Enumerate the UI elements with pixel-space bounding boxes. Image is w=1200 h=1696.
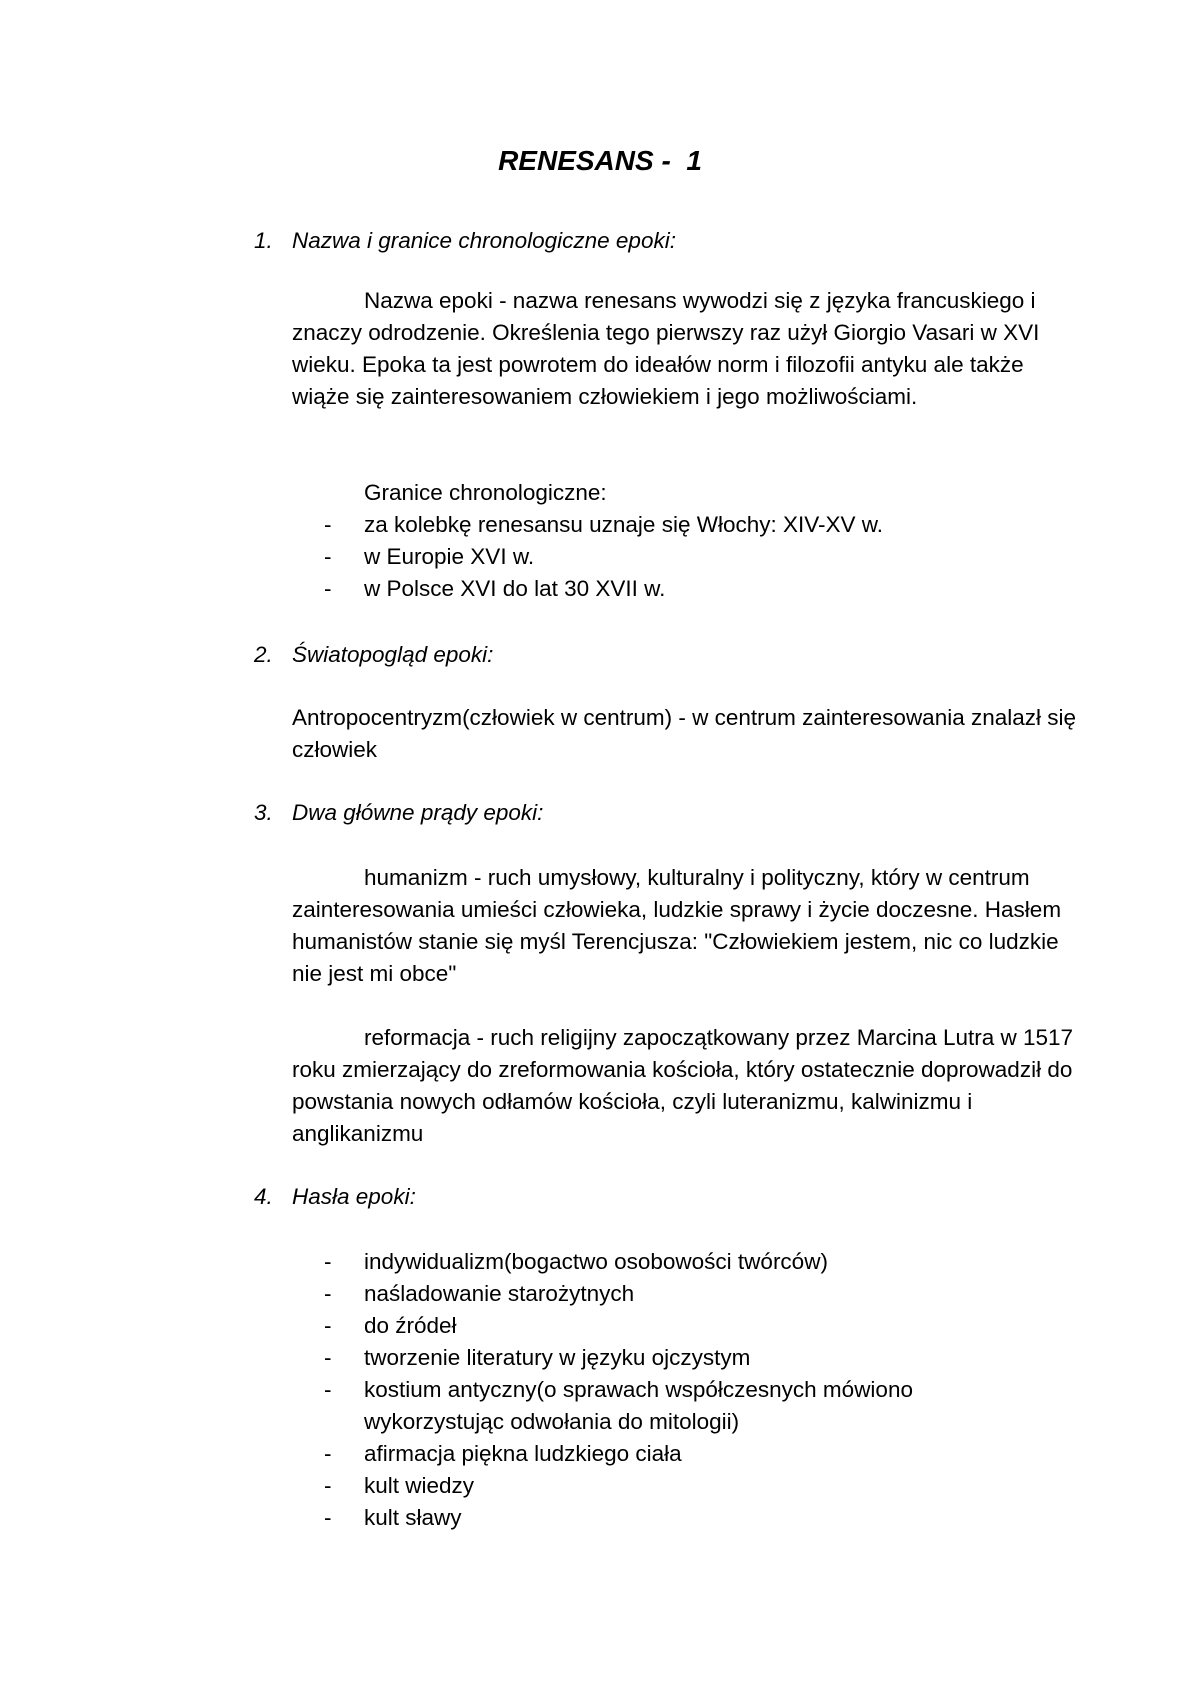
list-item-text: do źródeł xyxy=(364,1313,457,1338)
list-item-text: afirmacja piękna ludzkiego ciała xyxy=(364,1441,682,1466)
section-title: Dwa główne prądy epoki: xyxy=(292,800,544,825)
dash-bullet: - xyxy=(324,1441,332,1466)
section-title: Hasła epoki: xyxy=(292,1184,416,1209)
list-item-text: kostium antyczny(o sprawach współczesnych mówiono wykorzystując odwołania do mitologii) xyxy=(364,1377,913,1434)
slogans-list xyxy=(0,1246,1200,1534)
list-item xyxy=(0,1438,1200,1470)
list-item-text: tworzenie literatury w języku ojczystym xyxy=(364,1345,751,1370)
subheading-chronology: Granice chronologiczne: xyxy=(364,480,607,505)
dash-bullet: - xyxy=(324,1473,332,1498)
list-item xyxy=(0,1246,1200,1278)
section-number: 4. xyxy=(254,1184,273,1209)
list-item xyxy=(0,1278,1200,1310)
list-item xyxy=(0,541,1200,573)
list-item xyxy=(0,1374,1200,1438)
section-title: Światopogląd epoki: xyxy=(292,642,494,667)
dash-bullet: - xyxy=(324,576,332,601)
dash-bullet: - xyxy=(324,1313,332,1338)
dash-bullet: - xyxy=(324,1377,332,1402)
list-item xyxy=(0,573,1200,605)
paragraph-reformation: reformacja - ruch religijny zapoczątkowany przez Marcina Lutra w 1517 roku zmierzający do zreformowania kościoła, który ostatecznie doprowadził do powstania nowych odłamów kościoła, czyli luteranizmu, kalwinizmu i anglikanizmu xyxy=(292,1025,1074,1146)
paragraph-worldview: Antropocentryzm(człowiek w centrum) - w centrum zainteresowania znalazł się człowiek xyxy=(292,705,1077,762)
list-item xyxy=(0,1470,1200,1502)
list-item-text: naśladowanie starożytnych xyxy=(364,1281,635,1306)
list-item xyxy=(0,1310,1200,1342)
section-number: 1. xyxy=(254,228,273,253)
list-item-text: indywidualizm(bogactwo osobowości twórców) xyxy=(364,1249,828,1274)
page-title: RENESANS - 1 xyxy=(498,145,702,176)
list-item xyxy=(0,509,1200,541)
list-item-text: w Polsce XVI do lat 30 XVII w. xyxy=(364,576,666,601)
dash-bullet: - xyxy=(324,544,332,569)
section-number: 2. xyxy=(254,642,273,667)
dash-bullet: - xyxy=(324,1281,332,1306)
list-item-text: za kolebkę renesansu uznaje się Włochy: XIV-XV w. xyxy=(364,512,884,537)
dash-bullet: - xyxy=(324,1345,332,1370)
dash-bullet: - xyxy=(324,512,332,537)
section-number: 3. xyxy=(254,800,273,825)
list-item xyxy=(0,1342,1200,1374)
paragraph-epoch-name: Nazwa epoki - nazwa renesans wywodzi się z języka francuskiego i znaczy odrodzenie. Określenia tego pierwszy raz użył Giorgio Vasari w XVI wieku. Epoka ta jest powrotem do ideałów norm i filozofii antyku ale także wiąże się zainteresowaniem człowiekiem i jego możliwościami. xyxy=(292,288,1040,409)
list-item-text: kult sławy xyxy=(364,1505,462,1530)
section-title: Nazwa i granice chronologiczne epoki: xyxy=(292,228,676,253)
chronology-list xyxy=(0,509,1200,605)
list-item-text: kult wiedzy xyxy=(364,1473,475,1498)
paragraph-humanism: humanizm - ruch umysłowy, kulturalny i polityczny, który w centrum zainteresowania umieści człowieka, ludzkie sprawy i życie doczesne. Hasłem humanistów stanie się myśl Terencjusza: "Człowiekiem jestem, nic co ludzkie nie jest mi obce" xyxy=(292,865,1062,986)
list-item xyxy=(0,1502,1200,1534)
dash-bullet: - xyxy=(324,1505,332,1530)
list-item-text: w Europie XVI w. xyxy=(364,544,535,569)
dash-bullet: - xyxy=(324,1249,332,1274)
